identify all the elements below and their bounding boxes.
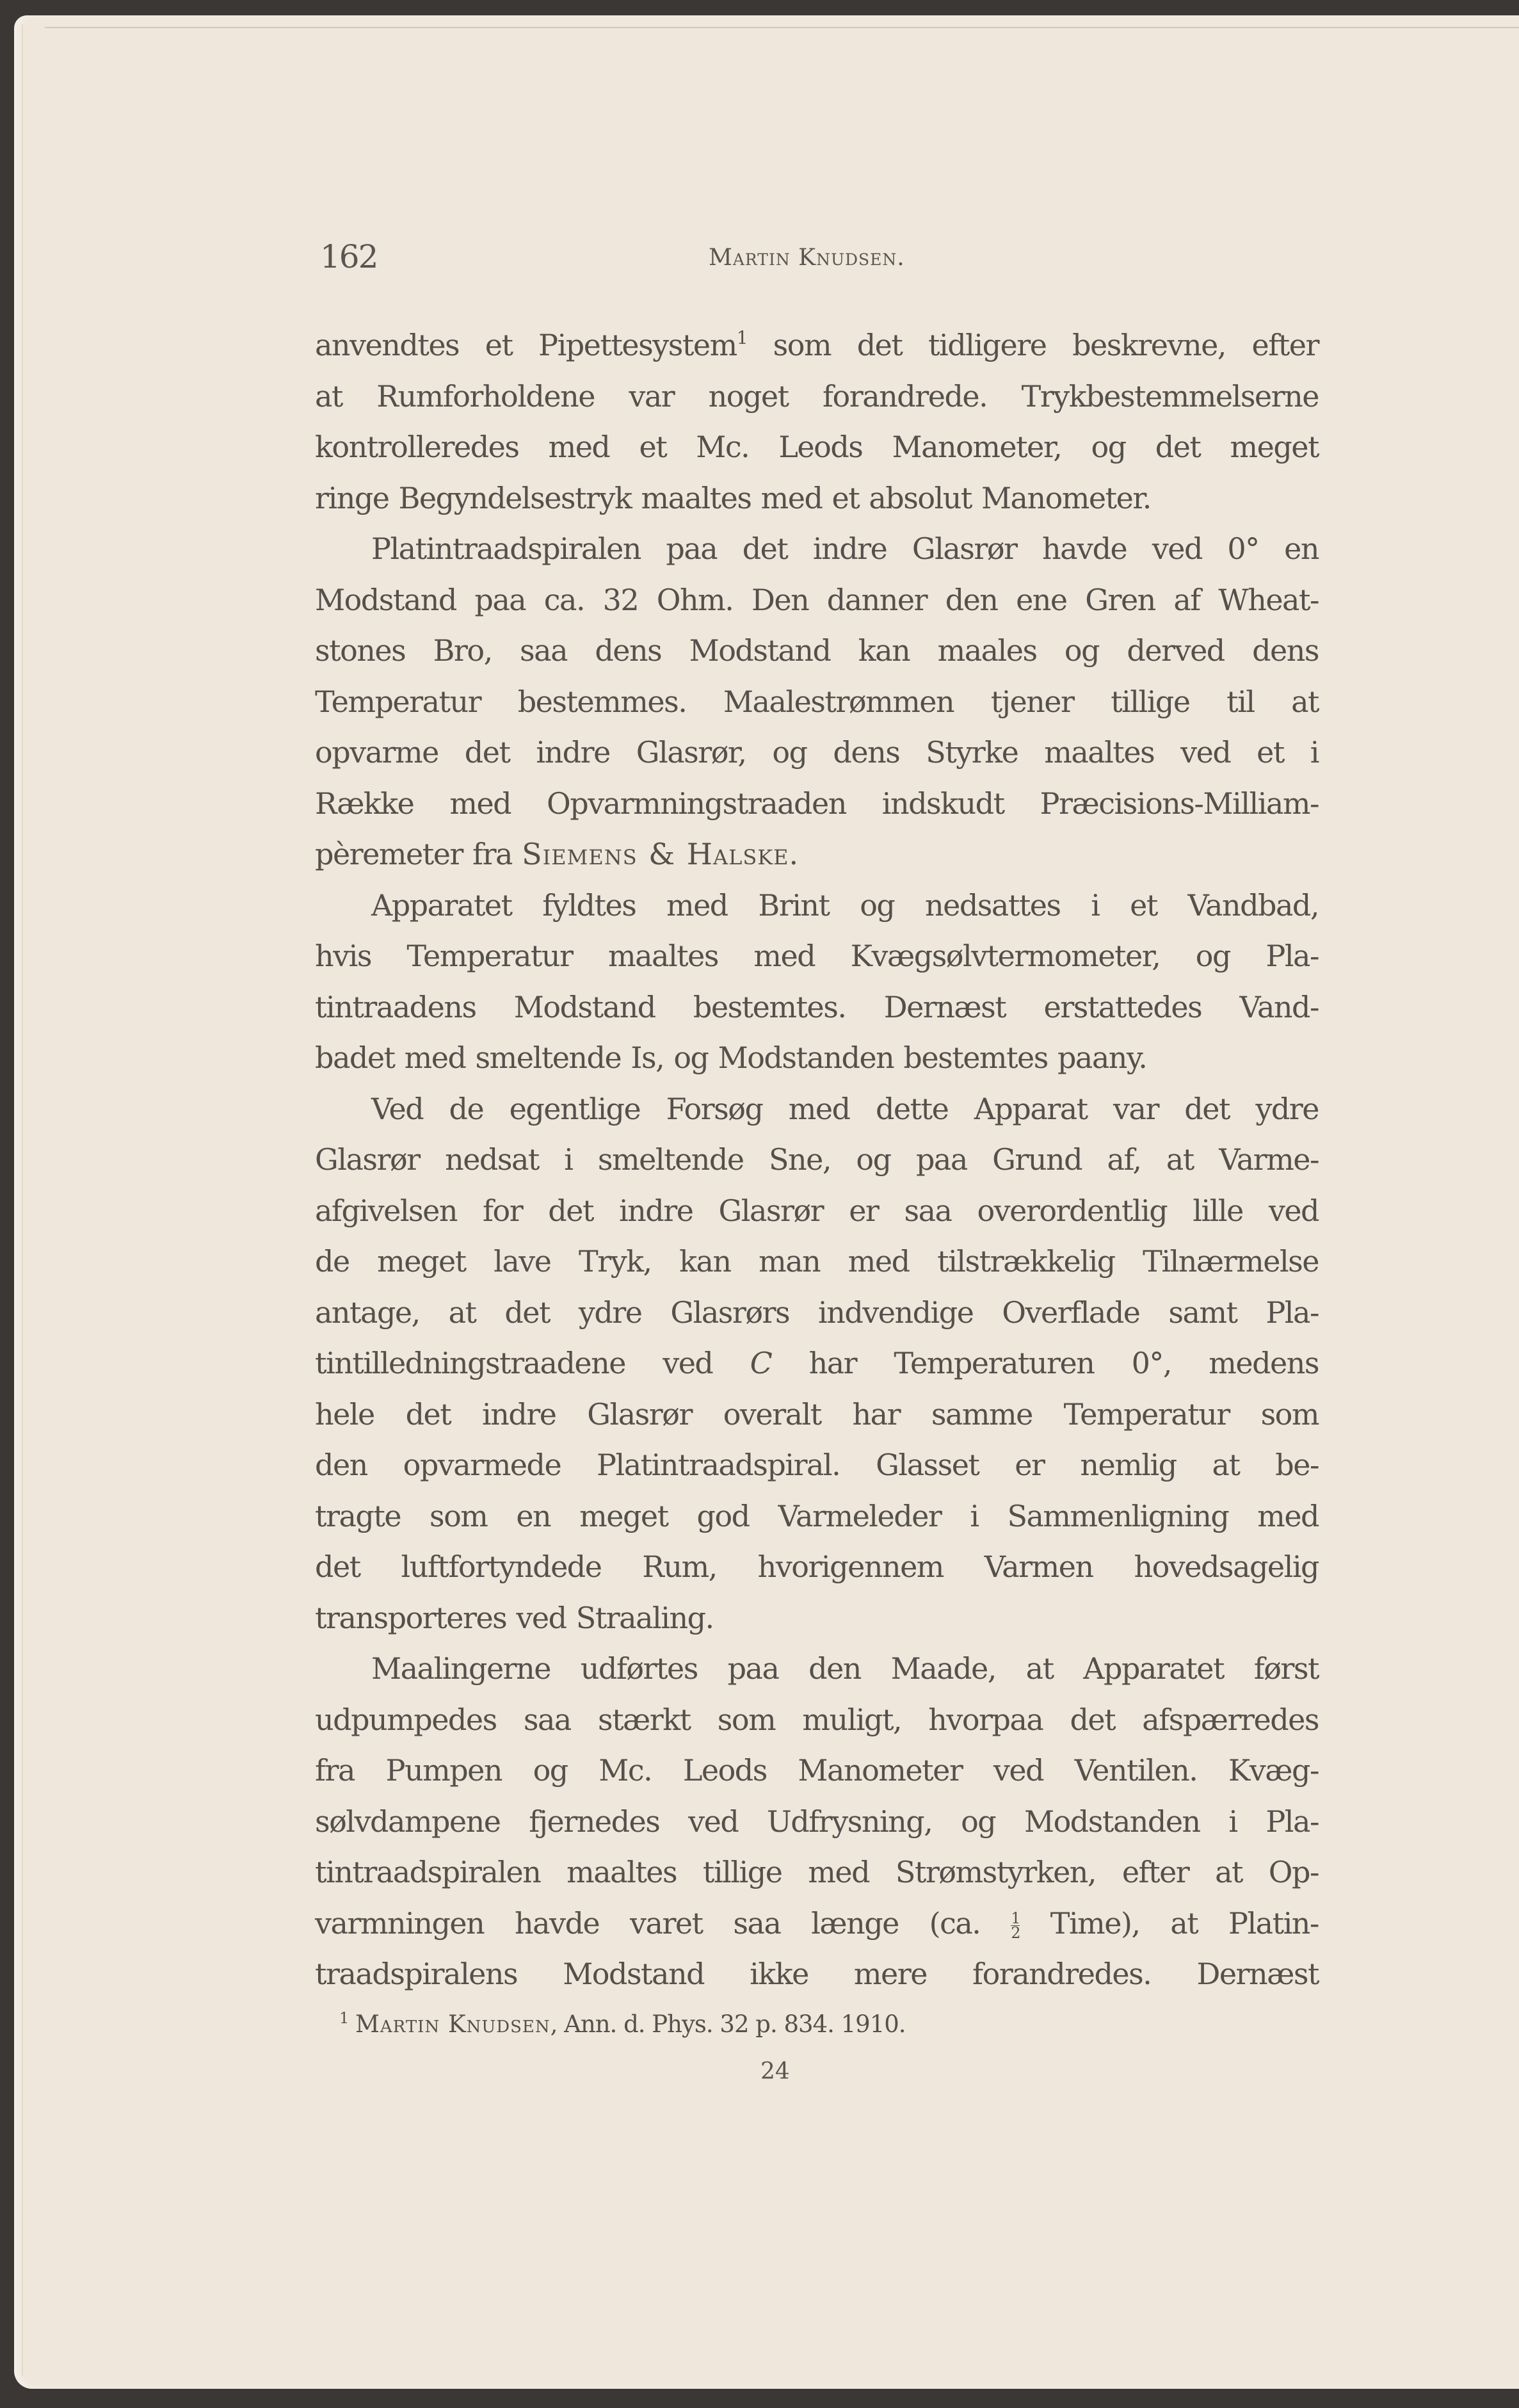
- text-line: tragte som en meget god Varmeleder i Sammenligning med: [315, 1498, 1319, 1533]
- footnote-marker: 1: [339, 2009, 349, 2027]
- company-name: Siemens & Halske: [522, 837, 789, 871]
- point-label: C: [750, 1346, 772, 1380]
- text-line: stones Bro, saa dens Modstand kan maales og derved dens: [315, 633, 1319, 668]
- paragraph: [315, 880, 1319, 1084]
- text-line: [315, 829, 1319, 880]
- footnote-author: Martin Knudsen: [355, 2010, 551, 2038]
- text-span: pèremeter fra: [315, 837, 522, 871]
- text-line: Glasrør nedsat i smeltende Sne, og paa Grund af, at Varme-: [315, 1142, 1319, 1177]
- signature-mark: 24: [760, 2058, 790, 2085]
- text-line: afgivelsen for det indre Glasrør er saa overordentlig lille ved: [315, 1193, 1319, 1228]
- text-line: Apparatet fyldtes med Brint og nedsattes i et Vandbad,: [371, 887, 1319, 923]
- text-line: sølvdampene fjernedes ved Udfrysning, og Modstanden i Pla-: [315, 1804, 1319, 1839]
- text-line: badet med smeltende Is, og Modstanden bestemtes paany.: [315, 1040, 1147, 1075]
- footnote-citation: , Ann. d. Phys. 32 p. 834. 1910.: [550, 2010, 906, 2038]
- text-span: varmningen havde varet saa længe (ca.: [315, 1905, 1011, 1941]
- text-line: Platintraadspiralen paa det indre Glasrør havde ved 0° en: [371, 531, 1319, 566]
- text-span: som det tidligere beskrevne, efter: [747, 328, 1319, 362]
- text-line: Temperatur bestemmes. Maalestrømmen tjener tillige til at: [315, 684, 1319, 719]
- fraction-numerator: 1: [1011, 1909, 1020, 1927]
- footnote: [339, 2010, 906, 2038]
- text-line: transporteres ved Straaling.: [315, 1600, 714, 1635]
- text-span: Time), at Platin-: [1019, 1905, 1319, 1941]
- text-span: tintilledningstraadene ved: [315, 1346, 750, 1380]
- paragraph: [315, 1084, 1319, 1644]
- text-span: anvendtes et Pipettesystem: [315, 328, 737, 362]
- text-line: [315, 1338, 1319, 1389]
- text-line: fra Pumpen og Mc. Leods Manometer ved Ventilen. Kvæg-: [315, 1753, 1319, 1788]
- text-line: kontrolleredes med et Mc. Leods Manometer, og det meget: [315, 430, 1319, 464]
- text-line: tintraadspiralen maaltes tillige med Strømstyrken, efter at Op-: [315, 1855, 1319, 1889]
- running-head: Martin Knudsen.: [709, 245, 905, 271]
- text-line: antage, at det ydre Glasrørs indvendige Overflade samt Pla-: [315, 1295, 1319, 1330]
- text-line: hele det indre Glasrør overalt har samme Temperatur som: [315, 1396, 1319, 1432]
- text-span: har Temperaturen 0°, medens: [771, 1346, 1319, 1380]
- paragraph: [315, 320, 1319, 524]
- paragraph: [315, 1644, 1319, 2000]
- text-line: udpumpedes saa stærkt som muligt, hvorpaa det afspærredes: [315, 1702, 1319, 1737]
- fraction-denominator: 2: [1011, 1924, 1020, 1942]
- body-text: [315, 320, 1319, 2000]
- text-span: .: [789, 837, 798, 871]
- text-line: Ved de egentlige Forsøg med dette Apparat var det ydre: [371, 1091, 1319, 1126]
- page-header: [0, 238, 1519, 283]
- text-line: traadspiralens Modstand ikke mere forandredes. Dernæst: [315, 1957, 1319, 1991]
- text-line: opvarme det indre Glasrør, og dens Styrke maaltes ved et i: [315, 735, 1319, 770]
- text-line: [315, 320, 1319, 371]
- text-line: den opvarmede Platintraadspiral. Glasset er nemlig at be-: [315, 1448, 1319, 1482]
- text-line: ringe Begyndelsestryk maaltes med et absolut Manometer.: [315, 480, 1151, 515]
- text-line: at Rumforholdene var noget forandrede. Trykbestemmelserne: [315, 378, 1319, 414]
- text-line: de meget lave Tryk, kan man med tilstrækkelig Tilnærmelse: [315, 1244, 1319, 1279]
- text-line: Modstand paa ca. 32 Ohm. Den danner den ene Gren af Wheat-: [315, 582, 1319, 617]
- page-number: 162: [320, 238, 378, 275]
- text-line: tintraadens Modstand bestemtes. Dernæst erstattedes Vand-: [315, 989, 1319, 1024]
- page-edge-line: [22, 24, 23, 2376]
- text-line: Række med Opvarmningstraaden indskudt Præcisions-Milliam-: [315, 786, 1319, 821]
- fraction: [1011, 1911, 1020, 1940]
- footnote-ref[interactable]: 1: [736, 327, 748, 348]
- text-line: hvis Temperatur maaltes med Kvægsølvtermometer, og Pla-: [315, 939, 1319, 973]
- page-edge-line: [45, 27, 1519, 28]
- text-line: Maalingerne udførtes paa den Maade, at Apparatet først: [371, 1651, 1319, 1686]
- paragraph: [315, 524, 1319, 880]
- text-line: [315, 1898, 1319, 1950]
- text-line: det luftfortyndede Rum, hvorigennem Varmen hovedsagelig: [315, 1549, 1319, 1584]
